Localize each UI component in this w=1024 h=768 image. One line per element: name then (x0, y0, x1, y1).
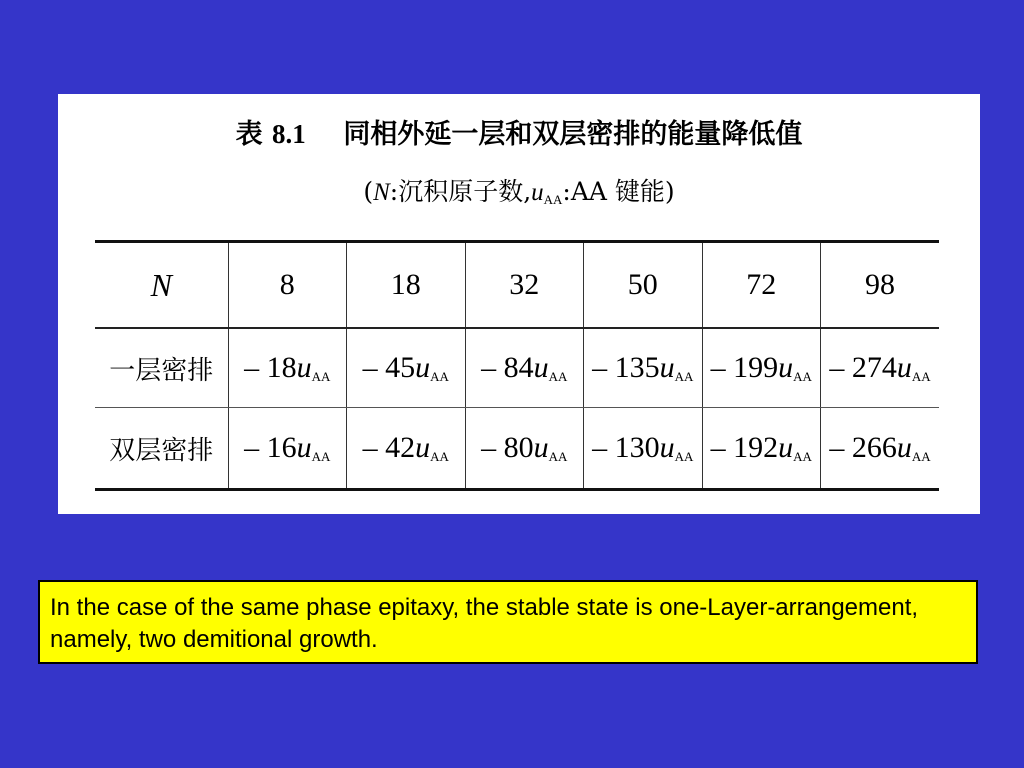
table-title-text: 同相外延一层和双层密排的能量降低值 (343, 119, 803, 150)
table-number: 8.1 (272, 119, 306, 149)
table-title-prefix: 表 (235, 119, 263, 150)
header-cell: 98 (821, 242, 940, 329)
header-cell: 18 (347, 242, 466, 329)
table-row (95, 328, 939, 408)
subtitle-open-paren: ( (363, 177, 374, 206)
cell-value: – 16 (244, 431, 297, 464)
cell-value: – 199 (710, 351, 779, 384)
cell-value: – 130 (592, 431, 660, 464)
unit-symbol: u (778, 431, 794, 464)
unit-sub: AA (911, 369, 931, 384)
unit-sub: AA (548, 449, 568, 464)
unit-symbol: u (533, 431, 549, 464)
table-cell (702, 328, 821, 408)
header-n-label: N (95, 242, 228, 329)
unit-sub: AA (430, 449, 449, 464)
table-header-row (95, 242, 939, 329)
header-cell: 50 (584, 242, 703, 329)
table-cell (821, 328, 940, 408)
energy-table (95, 240, 939, 491)
table-title (58, 112, 980, 151)
row-label-two-layer: 双层密排 (95, 408, 228, 490)
unit-sub: AA (674, 449, 694, 464)
unit-sub: AA (911, 449, 931, 464)
table-cell (702, 408, 821, 490)
table-cell (228, 328, 347, 408)
unit-sub: AA (793, 369, 812, 384)
explanation-note (38, 580, 978, 664)
unit-symbol: u (296, 431, 312, 464)
cell-value: – 192 (710, 431, 779, 464)
cell-value: – 18 (244, 351, 297, 384)
unit-symbol: u (296, 351, 312, 384)
header-cell: 8 (228, 242, 347, 329)
subtitle-u-desc: :AA 键能 (562, 177, 665, 206)
row-label-one-layer: 一层密排 (95, 328, 228, 408)
unit-sub: AA (311, 369, 331, 384)
cell-value: – 266 (829, 431, 897, 464)
unit-symbol: u (415, 351, 431, 384)
subtitle-close-paren: ) (664, 177, 675, 206)
cell-value: – 42 (362, 431, 416, 464)
subtitle-n-desc: :沉积原子数, (389, 177, 532, 206)
header-cell: 32 (465, 242, 584, 329)
table-cell (347, 408, 466, 490)
unit-symbol: u (659, 431, 675, 464)
unit-sub: AA (674, 369, 694, 384)
cell-value: – 45 (362, 351, 416, 384)
subtitle-u-symbol: u (531, 179, 544, 206)
unit-symbol: u (659, 351, 675, 384)
unit-sub: AA (793, 449, 812, 464)
subtitle-u-sub: AA (543, 192, 563, 207)
table-cell (465, 408, 584, 490)
unit-symbol: u (533, 351, 549, 384)
unit-symbol: u (896, 431, 912, 464)
unit-symbol: u (415, 431, 431, 464)
table-cell (347, 328, 466, 408)
header-cell: 72 (702, 242, 821, 329)
table-cell (821, 408, 940, 490)
subtitle-n-symbol: N (373, 179, 390, 206)
unit-sub: AA (311, 449, 331, 464)
table-subtitle (58, 172, 980, 208)
table-cell (584, 328, 703, 408)
cell-value: – 84 (481, 351, 534, 384)
unit-symbol: u (896, 351, 912, 384)
table-panel (58, 94, 980, 514)
table-cell (228, 408, 347, 490)
unit-sub: AA (430, 369, 449, 384)
cell-value: – 80 (481, 431, 534, 464)
table-cell (584, 408, 703, 490)
unit-sub: AA (548, 369, 568, 384)
unit-symbol: u (778, 351, 794, 384)
cell-value: – 135 (592, 351, 660, 384)
note-text: In the case of the same phase epitaxy, the stable state is one-Layer-arrangement, namely, two demitional growth. (50, 594, 919, 653)
table-row (95, 408, 939, 490)
cell-value: – 274 (829, 351, 897, 384)
table-cell (465, 328, 584, 408)
